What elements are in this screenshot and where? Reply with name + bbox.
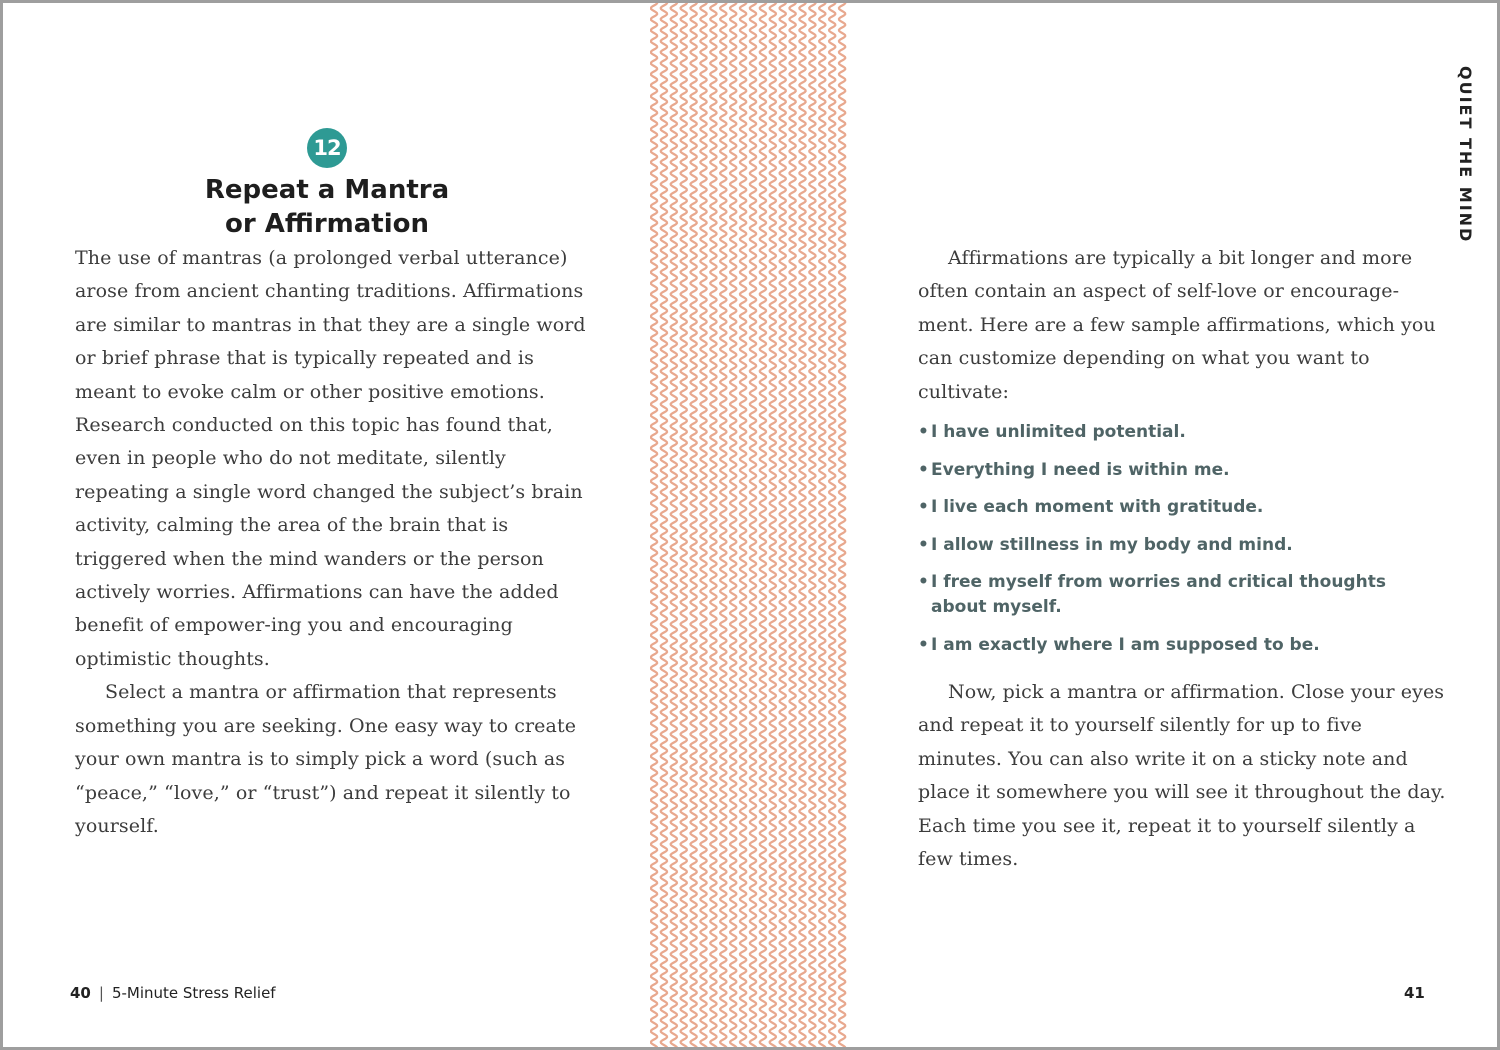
affirmation-text: Everything I need is within me. xyxy=(931,459,1230,480)
list-item xyxy=(918,420,1438,445)
wave-line xyxy=(720,0,726,1050)
affirmation-text: I have unlimited potential. xyxy=(931,422,1186,442)
list-item xyxy=(918,458,1438,483)
wave-line xyxy=(789,0,795,1050)
book-title: 5-Minute Stress Relief xyxy=(111,984,276,1002)
outro-paragraph: Now, pick a mantra or affirmation. Close your eyes and repeat it to yourself silently for up to five minutes. You can also write it on a sticky note and place it somewhere you will see it throughout the day. Each time you see it, repeat it to yourself silently a few times. xyxy=(918,681,1446,871)
wave-line xyxy=(671,0,677,1050)
right-intro-text xyxy=(918,242,1438,409)
bullet-icon: • xyxy=(918,634,929,655)
list-item xyxy=(918,533,1438,558)
wave-line xyxy=(770,0,776,1050)
section-title-line-2: or Affirmation xyxy=(224,209,430,239)
body-paragraph: Select a mantra or affirmation that represents something you are seeking. One easy way to create your own mantra is to simply pick a word (such as “peace,” “love,” or “trust”) and repeat it silently to yourself. xyxy=(75,681,577,837)
left-page xyxy=(0,0,650,1050)
section-number-badge: 12 xyxy=(307,128,347,168)
wave-pattern-band xyxy=(650,0,848,1050)
body-paragraph: The use of mantras (a prolonged verbal utterance) arose from ancient chanting traditions. Affirmations are similar to mantras in that they are a single word or brief phrase that is typically repeated and is meant to evoke calm or other positive emotions. Research conducted on this topic has found that, even in people who do not meditate, silently repeating a single word changed the subject’s brain activity, calming the area of the brain that is triggered when the mind wanders or the person actively worries. Affirmations can have the added benefit of empower-ing you and encouraging optimistic thoughts. xyxy=(75,247,586,670)
bullet-icon: • xyxy=(918,572,929,592)
left-body-text xyxy=(75,242,595,843)
affirmation-list xyxy=(918,420,1438,670)
wave-line xyxy=(690,0,696,1050)
wave-line xyxy=(730,0,736,1050)
wave-line xyxy=(750,0,756,1050)
wave-line xyxy=(780,0,786,1050)
bullet-icon: • xyxy=(918,534,929,555)
bullet-icon: • xyxy=(918,497,929,517)
section-title xyxy=(100,173,554,241)
wave-line xyxy=(760,0,766,1050)
wave-line xyxy=(819,0,825,1050)
wave-line xyxy=(799,0,805,1050)
page-number-right: 41 xyxy=(1404,984,1425,1002)
right-page xyxy=(848,0,1500,1050)
bullet-icon: • xyxy=(918,459,929,480)
wave-line xyxy=(661,0,667,1050)
section-title-line-1: Repeat a Mantra xyxy=(204,175,450,205)
footer-separator: | xyxy=(98,984,104,1002)
affirmation-text: I free myself from worries and critical thoughts about myself. xyxy=(931,572,1386,617)
wave-line xyxy=(809,0,815,1050)
wave-line xyxy=(829,0,835,1050)
page-number-left: 40 xyxy=(70,984,91,1002)
bullet-icon: • xyxy=(918,422,929,442)
wave-line xyxy=(651,0,657,1050)
list-item xyxy=(918,633,1438,658)
list-item xyxy=(918,570,1438,620)
wave-line xyxy=(740,0,746,1050)
affirmation-text: I live each moment with gratitude. xyxy=(931,497,1264,517)
affirmation-text: I allow stillness in my body and mind. xyxy=(931,534,1293,555)
intro-paragraph: Affirmations are typically a bit longer and more often contain an aspect of self-love or encourage-ment. Here are a few sample affirmations, which you can customize depending on what you want to cultivate: xyxy=(918,247,1436,403)
list-item xyxy=(918,495,1438,520)
wave-line xyxy=(710,0,716,1050)
wave-line xyxy=(839,0,845,1050)
right-outro-text xyxy=(918,676,1448,876)
wave-line xyxy=(700,0,706,1050)
affirmation-text: I am exactly where I am supposed to be. xyxy=(931,634,1320,655)
wave-line xyxy=(681,0,687,1050)
left-footer xyxy=(70,983,276,1003)
chapter-label: QUIET THE MIND xyxy=(1456,66,1475,244)
